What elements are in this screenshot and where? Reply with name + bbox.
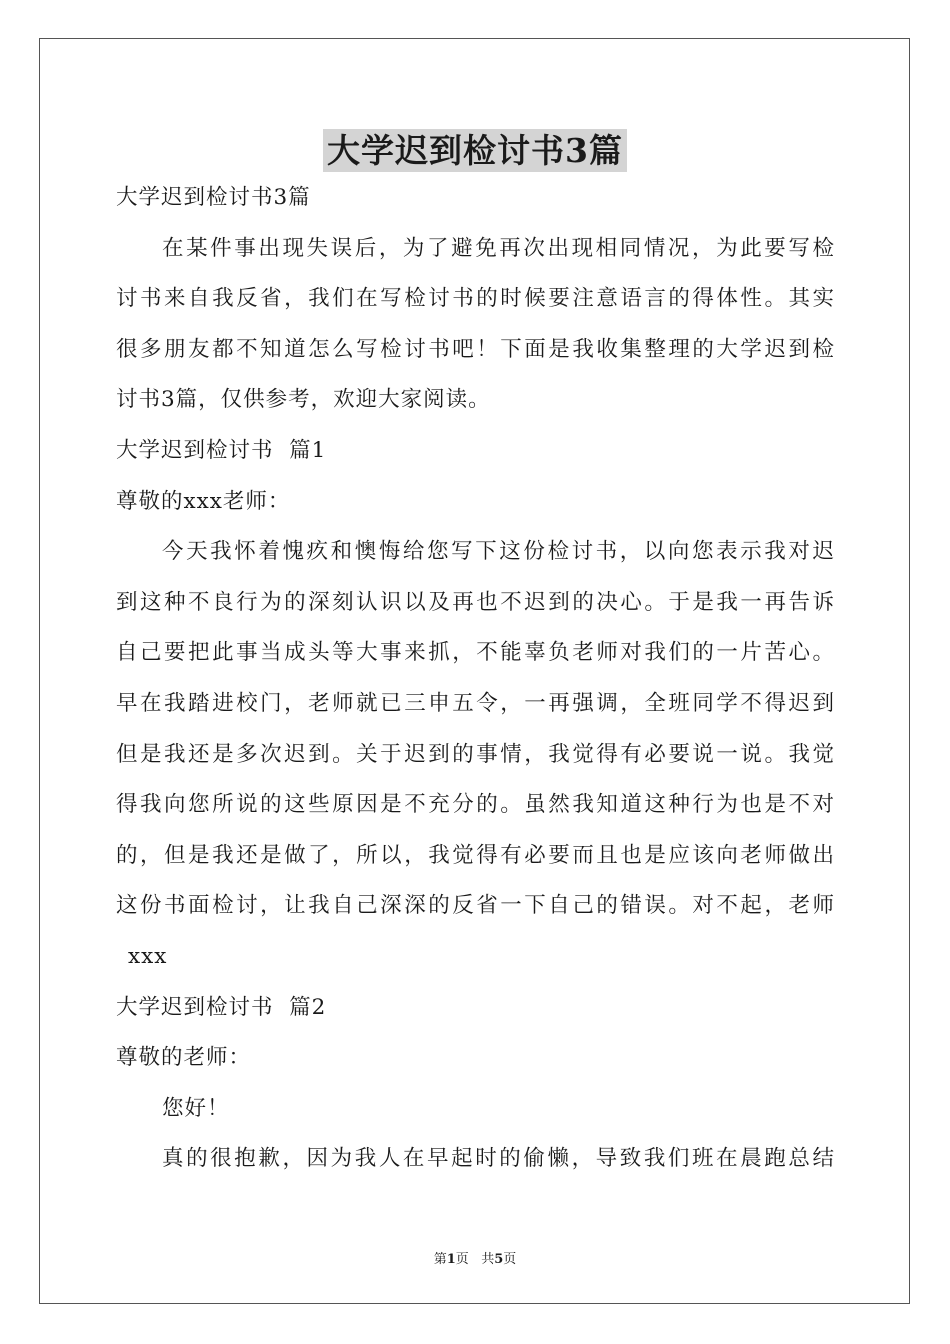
paragraph-line: 讨书3篇，仅供参考，欢迎大家阅读。 bbox=[116, 387, 491, 413]
paragraph-line: 在某件事出现失误后，为了避免再次出现相同情况，为此要写检 bbox=[162, 235, 834, 261]
signature: xxx bbox=[128, 943, 168, 969]
document-body bbox=[116, 180, 834, 1192]
footer-prefix: 第 bbox=[433, 1252, 447, 1267]
document-title-wrap bbox=[0, 125, 950, 172]
total-page-count: 5 bbox=[494, 1252, 504, 1267]
paragraph-line: 真的很抱歉，因为我人在早起时的偷懒，导致我们班在晨跑总结 bbox=[162, 1146, 834, 1172]
section-heading: 大学迟到检讨书 篇1 bbox=[116, 437, 327, 463]
paragraph-line: 早在我踏进校门，老师就已三申五令，一再强调，全班同学不得迟到 bbox=[116, 690, 834, 716]
paragraph-line: 到这种不良行为的深刻认识以及再也不迟到的决心。于是我一再告诉 bbox=[116, 589, 834, 615]
footer-mid: 页 共 bbox=[455, 1252, 495, 1267]
paragraph-line: 讨书来自我反省，我们在写检讨书的时候要注意语言的得体性。其实 bbox=[116, 286, 834, 312]
footer-suffix: 页 bbox=[503, 1252, 517, 1267]
paragraph-line: 今天我怀着愧疚和懊悔给您写下这份检讨书，以向您表示我对迟 bbox=[162, 539, 834, 565]
salutation: 尊敬的老师： bbox=[116, 1045, 252, 1071]
paragraph-line: 自己要把此事当成头等大事来抓，不能辜负老师对我们的一片苦心。 bbox=[116, 640, 834, 666]
paragraph-line: 很多朋友都不知道怎么写检讨书吧！下面是我收集整理的大学迟到检 bbox=[116, 336, 834, 362]
subtitle: 大学迟到检讨书3篇 bbox=[116, 185, 311, 210]
greeting: 您好！ bbox=[162, 1095, 230, 1121]
paragraph-line: 这份书面检讨，让我自己深深的反省一下自己的错误。对不起，老师 bbox=[116, 893, 834, 919]
page-footer bbox=[0, 1248, 950, 1267]
paragraph-line: 的，但是我还是做了，所以，我觉得有必要而且也是应该向老师做出 bbox=[116, 842, 834, 868]
section-heading: 大学迟到检讨书 篇2 bbox=[116, 994, 327, 1020]
paragraph-line: 但是我还是多次迟到。关于迟到的事情，我觉得有必要说一说。我觉 bbox=[116, 741, 834, 767]
paragraph-line: 得我向您所说的这些原因是不充分的。虽然我知道这种行为也是不对 bbox=[116, 792, 834, 818]
document-title: 大学迟到检讨书3篇 bbox=[323, 129, 627, 172]
current-page-number: 1 bbox=[446, 1252, 456, 1267]
salutation: 尊敬的xxx老师： bbox=[116, 488, 291, 514]
